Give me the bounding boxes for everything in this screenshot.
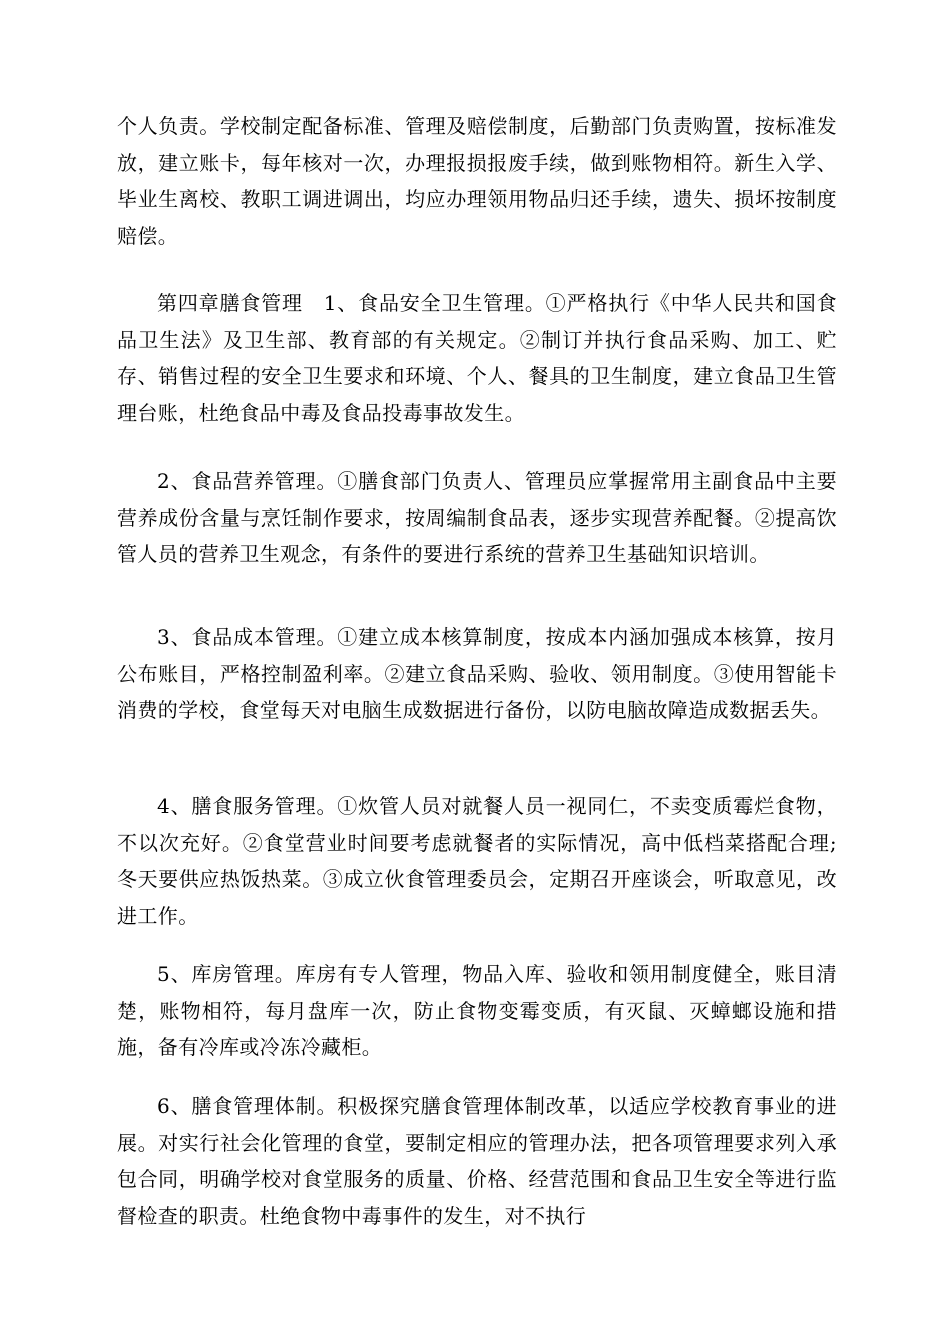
paragraph-2: 第四章膳食管理 1、食品安全卫生管理。①严格执行《中华人民共和国食品卫生法》及卫生部、教育部的有关规定。②制订并执行食品采购、加工、贮存、销售过程的安全卫生要求和环境、个人、餐具的卫生制度，建立食品卫生管理台账，杜绝食品中毒及食品投毒事故发生。 [117,291,837,425]
paragraph-6: 5、库房管理。库房有专人管理，物品入库、验收和领用制度健全，账目清楚，账物相符，每月盘库一次，防止食物变霉变质，有灭鼠、灭蟑螂设施和措施，备有冷库或冷冻冷藏柜。 [117,962,837,1060]
paragraph-1: 个人负责。学校制定配备标准、管理及赔偿制度，后勤部门负责购置，按标准发放，建立账卡，每年核对一次，办理报损报废手续，做到账物相符。新生入学、毕业生离校、教职工调进调出，均应办理领用物品归还手续，遗失、损坏按制度赔偿。 [117,114,837,248]
paragraph-7: 6、膳食管理体制。积极探究膳食管理体制改革，以适应学校教育事业的进展。对实行社会化管理的食堂，要制定相应的管理办法，把各项管理要求列入承包合同，明确学校对食堂服务的质量、价格、经营范围和食品卫生安全等进行监督检查的职责。杜绝食物中毒事件的发生，对不执行 [117,1094,837,1228]
paragraph-5: 4、膳食服务管理。①炊管人员对就餐人员一视同仁，不卖变质霉烂食物，不以次充好。②食堂营业时间要考虑就餐者的实际情况，高中低档菜搭配合理;冬天要供应热饭热菜。③成立伙食管理委员会，定期召开座谈会，听取意见，改进工作。 [117,794,837,928]
paragraph-4: 3、食品成本管理。①建立成本核算制度，按成本内涵加强成本核算，按月公布账目，严格控制盈利率。②建立食品采购、验收、领用制度。③使用智能卡消费的学校，食堂每天对电脑生成数据进行备份，以防电脑故障造成数据丢失。 [117,625,837,723]
paragraph-3: 2、食品营养管理。①膳食部门负责人、管理员应掌握常用主副食品中主要营养成份含量与烹饪制作要求，按周编制食品表，逐步实现营养配餐。②提高饮管人员的营养卫生观念，有条件的要进行系统的营养卫生基础知识培训。 [117,469,837,567]
